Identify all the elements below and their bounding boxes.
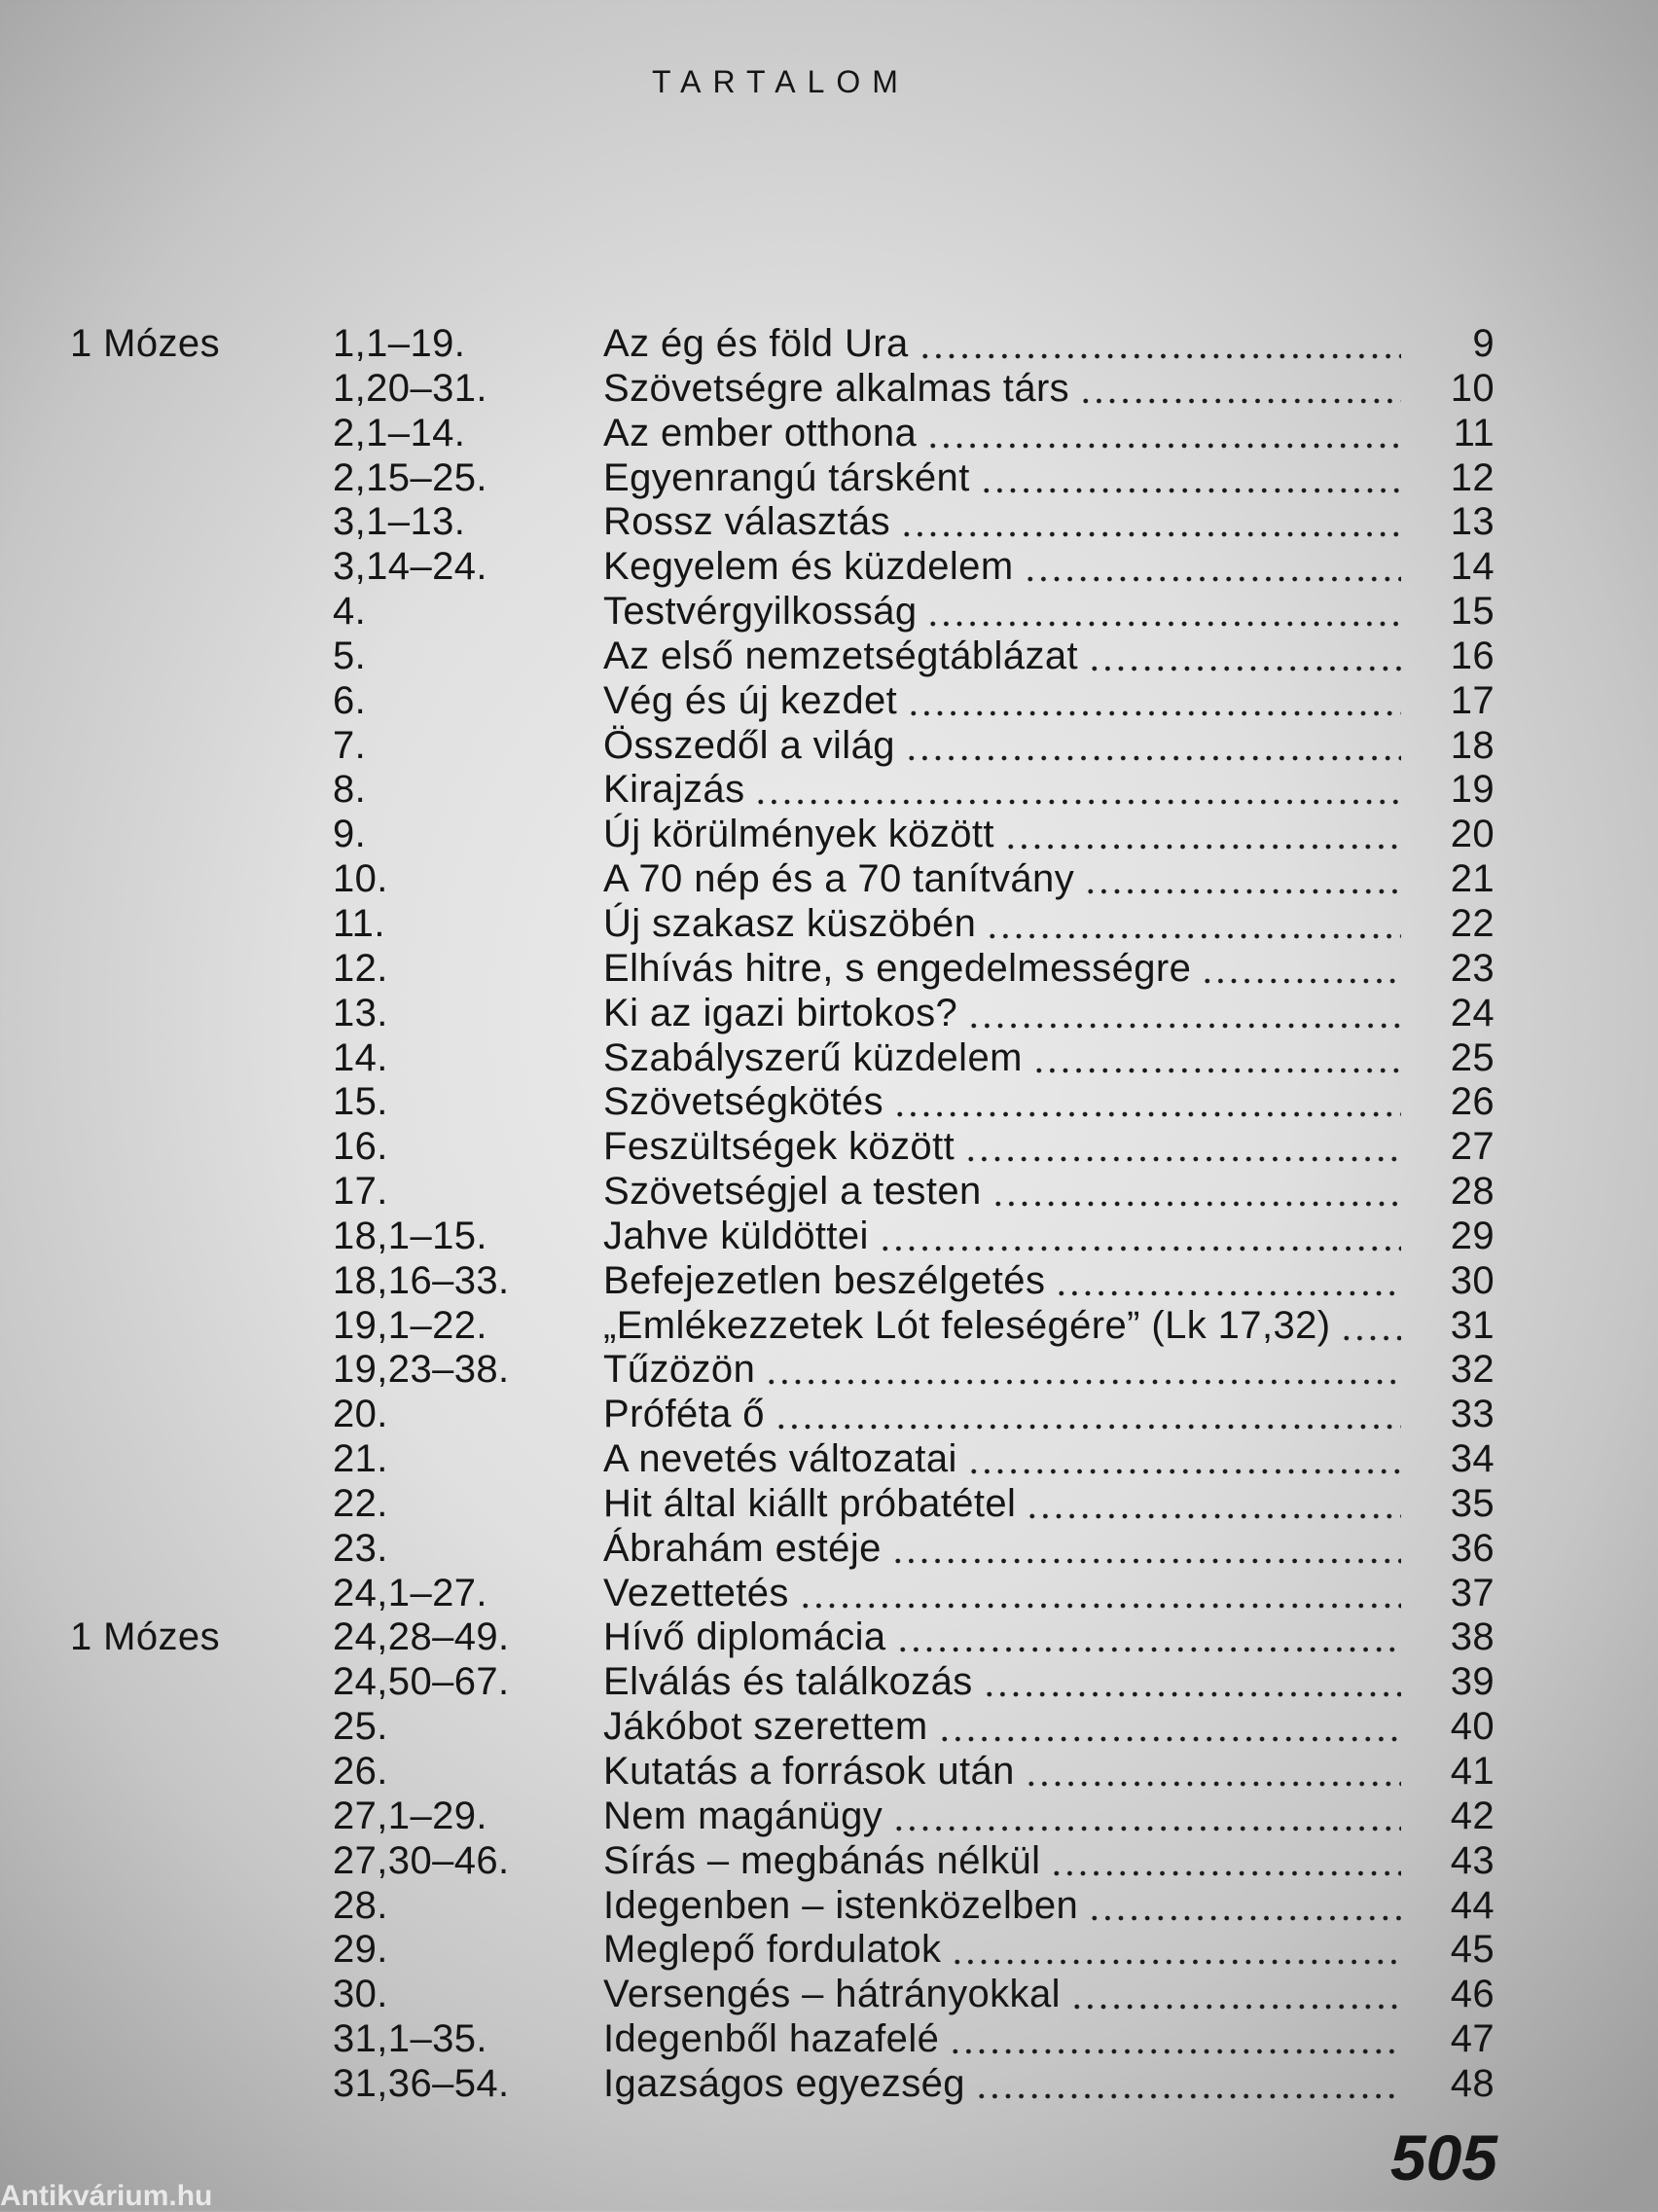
dot-leader bbox=[965, 992, 1401, 1036]
entry-page-number: 21 bbox=[1450, 857, 1495, 901]
book-name: 1 Mózes bbox=[70, 1615, 220, 1659]
entry-title: Vég és új kezdet bbox=[603, 678, 898, 722]
chapter-reference: 2,1–14. bbox=[333, 411, 466, 454]
toc-entry bbox=[70, 412, 1495, 456]
entry-title: Nem magánügy bbox=[603, 1794, 883, 1837]
book-name bbox=[70, 2017, 333, 2062]
toc-entry bbox=[70, 1125, 1495, 1170]
chapter-reference: 18,16–33. bbox=[333, 1258, 510, 1302]
toc-entry bbox=[70, 1080, 1495, 1125]
toc-entry bbox=[70, 1215, 1495, 1259]
entry-title: A nevetés változatai bbox=[603, 1437, 957, 1481]
entry-title: Egyenrangú társként bbox=[603, 455, 970, 499]
entry-title-group bbox=[603, 1215, 1407, 1259]
chapter-reference: 24,28–49. bbox=[333, 1615, 510, 1659]
entry-title-group bbox=[603, 1036, 1407, 1081]
book-name bbox=[70, 768, 333, 813]
entry-title-group bbox=[603, 1928, 1407, 1973]
chapter-reference: 8. bbox=[333, 768, 367, 812]
toc-entry bbox=[70, 590, 1495, 635]
entry-title-group bbox=[603, 635, 1407, 679]
entry-page-number: 39 bbox=[1450, 1660, 1495, 1704]
entry-page-number: 17 bbox=[1450, 678, 1495, 722]
chapter-reference: 19,1–22. bbox=[333, 1303, 487, 1347]
dot-leader bbox=[924, 412, 1401, 456]
toc-entry bbox=[70, 1973, 1495, 2017]
toc-entry bbox=[70, 1884, 1495, 1929]
dot-leader bbox=[1048, 1839, 1401, 1884]
book-name bbox=[70, 1527, 333, 1572]
watermark: Antikvárium.hu bbox=[0, 2180, 213, 2212]
chapter-reference: 15. bbox=[333, 1080, 388, 1124]
chapter-reference: 18,1–15. bbox=[333, 1214, 487, 1257]
book-name bbox=[70, 947, 333, 992]
entry-page-number: 24 bbox=[1450, 991, 1495, 1034]
entry-title: Rossz választás bbox=[603, 500, 890, 544]
entry-title-group bbox=[603, 813, 1407, 857]
entry-title: Igazságos egyezség bbox=[603, 2061, 965, 2105]
book-name bbox=[70, 902, 333, 947]
dot-leader bbox=[981, 1660, 1401, 1705]
entry-title-group bbox=[603, 1170, 1407, 1215]
chapter-reference: 7. bbox=[333, 723, 367, 767]
entry-page-number: 29 bbox=[1450, 1214, 1495, 1257]
entry-title-group bbox=[603, 1750, 1407, 1795]
book-name bbox=[70, 1080, 333, 1125]
chapter-reference: 3,14–24. bbox=[333, 545, 487, 589]
book-name bbox=[70, 1482, 333, 1527]
toc-entry bbox=[70, 1393, 1495, 1437]
entry-page-number: 26 bbox=[1450, 1080, 1495, 1124]
entry-title-group bbox=[603, 1660, 1407, 1705]
entry-page-number: 35 bbox=[1450, 1481, 1495, 1525]
dot-leader bbox=[1068, 1973, 1401, 2017]
entry-page-number: 48 bbox=[1450, 2061, 1495, 2105]
toc-entry bbox=[70, 857, 1495, 902]
dot-leader bbox=[947, 2017, 1401, 2062]
entry-title-group bbox=[603, 1884, 1407, 1929]
dot-leader bbox=[905, 679, 1401, 724]
chapter-reference: 27,1–29. bbox=[333, 1794, 487, 1837]
dot-leader bbox=[978, 456, 1401, 501]
dot-leader bbox=[1030, 1036, 1401, 1081]
entry-title: Befejezetlen beszélgetés bbox=[603, 1258, 1046, 1302]
toc-entry bbox=[70, 1795, 1495, 1839]
dot-leader bbox=[1024, 1482, 1401, 1527]
entry-page-number: 23 bbox=[1450, 946, 1495, 990]
entry-title-group bbox=[603, 322, 1407, 367]
entry-title: Jákóbot szerettem bbox=[603, 1705, 928, 1749]
toc-entry bbox=[70, 635, 1495, 679]
book-name bbox=[70, 1437, 333, 1482]
book-name bbox=[70, 1884, 333, 1929]
entry-page-number: 12 bbox=[1450, 455, 1495, 499]
book-name bbox=[70, 2062, 333, 2107]
toc-entry bbox=[70, 1750, 1495, 1795]
dot-leader bbox=[962, 1125, 1401, 1170]
chapter-reference: 31,36–54. bbox=[333, 2061, 510, 2105]
dot-leader bbox=[949, 1928, 1401, 1973]
chapter-reference: 28. bbox=[333, 1883, 388, 1927]
entry-page-number: 18 bbox=[1450, 723, 1495, 767]
dot-leader bbox=[1053, 1259, 1401, 1304]
chapter-reference: 3,1–13. bbox=[333, 500, 466, 544]
chapter-reference: 22. bbox=[333, 1481, 388, 1525]
entry-page-number: 14 bbox=[1450, 545, 1495, 589]
entry-title-group bbox=[603, 367, 1407, 412]
toc-entry bbox=[70, 545, 1495, 590]
book-name bbox=[70, 545, 333, 590]
toc-entry bbox=[70, 1259, 1495, 1304]
dot-leader bbox=[924, 590, 1401, 635]
entry-title-group bbox=[603, 1973, 1407, 2017]
page-number-footer: 505 bbox=[1389, 2121, 1497, 2194]
chapter-reference: 14. bbox=[333, 1035, 388, 1079]
book-name bbox=[70, 1705, 333, 1750]
book-name bbox=[70, 1795, 333, 1839]
toc-entry bbox=[70, 1482, 1495, 1527]
entry-title-group bbox=[603, 768, 1407, 813]
entry-title: Elhívás hitre, s engedelmességre bbox=[603, 946, 1192, 990]
dot-leader bbox=[1082, 857, 1401, 902]
book-name bbox=[70, 1572, 333, 1616]
book-name bbox=[70, 724, 333, 769]
chapter-reference: 12. bbox=[333, 946, 388, 990]
book-name bbox=[70, 500, 333, 545]
book-name bbox=[70, 1973, 333, 2017]
dot-leader bbox=[1086, 635, 1401, 679]
book-name bbox=[70, 1393, 333, 1437]
entry-title-group bbox=[603, 1259, 1407, 1304]
toc-entry bbox=[70, 500, 1495, 545]
chapter-reference: 5. bbox=[333, 634, 367, 677]
toc-entry bbox=[70, 1527, 1495, 1572]
entry-page-number: 33 bbox=[1450, 1393, 1495, 1436]
toc-entry bbox=[70, 724, 1495, 769]
entry-title-group bbox=[603, 456, 1407, 501]
entry-title: Hit által kiállt próbatétel bbox=[603, 1481, 1017, 1525]
entry-page-number: 36 bbox=[1450, 1526, 1495, 1570]
book-name bbox=[70, 367, 333, 412]
entry-title-group bbox=[603, 679, 1407, 724]
entry-page-number: 27 bbox=[1450, 1125, 1495, 1169]
toc-entry bbox=[70, 902, 1495, 947]
entry-title-group bbox=[603, 412, 1407, 456]
chapter-reference: 13. bbox=[333, 991, 388, 1034]
entry-title: „Emlékezzetek Lót feleségére” (Lk 17,32) bbox=[603, 1303, 1331, 1347]
entry-page-number: 25 bbox=[1450, 1035, 1495, 1079]
entry-title-group bbox=[603, 1572, 1407, 1616]
entry-title: Vezettetés bbox=[603, 1571, 789, 1614]
dot-leader bbox=[877, 1215, 1401, 1259]
chapter-reference: 23. bbox=[333, 1526, 388, 1570]
entry-page-number: 45 bbox=[1450, 1928, 1495, 1972]
book-name bbox=[70, 412, 333, 456]
dot-leader bbox=[990, 1170, 1401, 1215]
entry-title: Testvérgyilkosság bbox=[603, 590, 918, 634]
table-of-contents bbox=[70, 322, 1495, 2107]
chapter-reference: 24,1–27. bbox=[333, 1571, 487, 1614]
entry-title-group bbox=[603, 724, 1407, 769]
entry-page-number: 41 bbox=[1450, 1750, 1495, 1793]
entry-title-group bbox=[603, 902, 1407, 947]
entry-title: Kegyelem és küzdelem bbox=[603, 545, 1014, 589]
chapter-reference: 27,30–46. bbox=[333, 1838, 510, 1882]
entry-title-group bbox=[603, 500, 1407, 545]
entry-title-group bbox=[603, 590, 1407, 635]
toc-entry bbox=[70, 322, 1495, 367]
book-name bbox=[70, 1348, 333, 1393]
chapter-reference: 25. bbox=[333, 1705, 388, 1749]
entry-title: Összedől a világ bbox=[603, 723, 895, 767]
book-name bbox=[70, 1036, 333, 1081]
entry-title: Az első nemzetségtáblázat bbox=[603, 634, 1079, 677]
chapter-reference: 10. bbox=[333, 857, 388, 901]
toc-entry bbox=[70, 1705, 1495, 1750]
dot-leader bbox=[1022, 545, 1401, 590]
entry-title: Az ég és föld Ura bbox=[603, 322, 909, 365]
entry-page-number: 19 bbox=[1450, 768, 1495, 812]
toc-entry bbox=[70, 1304, 1495, 1349]
toc-entry bbox=[70, 2062, 1495, 2107]
book-name bbox=[70, 1170, 333, 1215]
dot-leader bbox=[936, 1705, 1401, 1750]
toc-entry bbox=[70, 1170, 1495, 1215]
entry-title: Jahve küldöttei bbox=[603, 1214, 869, 1257]
entry-title-group bbox=[603, 1125, 1407, 1170]
entry-title: Új szakasz küszöbén bbox=[603, 901, 977, 945]
entry-title-group bbox=[603, 1527, 1407, 1572]
entry-page-number: 13 bbox=[1450, 500, 1495, 544]
chapter-reference: 30. bbox=[333, 1973, 388, 2016]
chapter-reference: 4. bbox=[333, 590, 367, 634]
entry-title: Elválás és találkozás bbox=[603, 1660, 973, 1704]
entry-page-number: 15 bbox=[1450, 590, 1495, 634]
toc-entry bbox=[70, 992, 1495, 1036]
toc-entry bbox=[70, 1615, 1495, 1660]
entry-page-number: 46 bbox=[1450, 1973, 1495, 2016]
chapter-reference: 16. bbox=[333, 1125, 388, 1169]
entry-page-number: 9 bbox=[1472, 322, 1495, 365]
entry-title-group bbox=[603, 545, 1407, 590]
toc-entry bbox=[70, 1348, 1495, 1393]
chapter-reference: 29. bbox=[333, 1928, 388, 1972]
chapter-reference: 2,15–25. bbox=[333, 455, 487, 499]
entry-title: Szövetségre alkalmas társ bbox=[603, 366, 1070, 410]
entry-title: Tűzözön bbox=[603, 1348, 756, 1392]
entry-title: Kirajzás bbox=[603, 768, 745, 812]
entry-title-group bbox=[603, 1348, 1407, 1393]
entry-title-group bbox=[603, 1839, 1407, 1884]
entry-title: Az ember otthona bbox=[603, 411, 918, 454]
book-name bbox=[70, 590, 333, 635]
entry-page-number: 42 bbox=[1450, 1794, 1495, 1837]
book-name bbox=[70, 1750, 333, 1795]
entry-page-number: 22 bbox=[1450, 901, 1495, 945]
chapter-reference: 20. bbox=[333, 1393, 388, 1436]
entry-title: Versengés – hátrányokkal bbox=[603, 1973, 1061, 2016]
book-name bbox=[70, 679, 333, 724]
entry-page-number: 47 bbox=[1450, 2017, 1495, 2061]
entry-page-number: 28 bbox=[1450, 1170, 1495, 1214]
entry-page-number: 11 bbox=[1453, 411, 1495, 454]
toc-entry bbox=[70, 679, 1495, 724]
entry-title-group bbox=[603, 857, 1407, 902]
chapter-reference: 19,23–38. bbox=[333, 1348, 510, 1392]
dot-leader bbox=[1086, 1884, 1401, 1929]
book-name bbox=[70, 813, 333, 857]
entry-title: Kutatás a források után bbox=[603, 1750, 1015, 1793]
entry-title: Hívő diplomácia bbox=[603, 1615, 886, 1659]
entry-title-group bbox=[603, 1615, 1407, 1660]
toc-entry bbox=[70, 947, 1495, 992]
dot-leader bbox=[984, 902, 1401, 947]
book-name bbox=[70, 456, 333, 501]
dot-leader bbox=[1002, 813, 1401, 857]
entry-title: Szabályszerű küzdelem bbox=[603, 1035, 1023, 1079]
dot-leader bbox=[891, 1080, 1401, 1125]
chapter-reference: 11. bbox=[333, 901, 385, 945]
entry-title-group bbox=[603, 947, 1407, 992]
entry-title: Idegenben – istenközelben bbox=[603, 1883, 1079, 1927]
dot-leader bbox=[797, 1572, 1401, 1616]
entry-title: Próféta ő bbox=[603, 1393, 765, 1436]
dot-leader bbox=[752, 768, 1401, 813]
entry-page-number: 43 bbox=[1450, 1838, 1495, 1882]
entry-page-number: 10 bbox=[1450, 366, 1495, 410]
dot-leader bbox=[898, 500, 1401, 545]
entry-title: Meglepő fordulatok bbox=[603, 1928, 942, 1972]
entry-title-group bbox=[603, 2062, 1407, 2107]
book-name bbox=[70, 1259, 333, 1304]
toc-entry bbox=[70, 1036, 1495, 1081]
chapter-reference: 1,20–31. bbox=[333, 366, 487, 410]
toc-entry bbox=[70, 1437, 1495, 1482]
dot-leader bbox=[894, 1615, 1401, 1660]
book-name bbox=[70, 1125, 333, 1170]
entry-title-group bbox=[603, 1393, 1407, 1437]
entry-title-group bbox=[603, 992, 1407, 1036]
chapter-reference: 31,1–35. bbox=[333, 2017, 487, 2061]
toc-entry bbox=[70, 1839, 1495, 1884]
entry-page-number: 30 bbox=[1450, 1258, 1495, 1302]
book-name bbox=[70, 635, 333, 679]
entry-title-group bbox=[603, 1080, 1407, 1125]
entry-page-number: 37 bbox=[1450, 1571, 1495, 1614]
dot-leader bbox=[763, 1348, 1401, 1393]
entry-page-number: 20 bbox=[1450, 813, 1495, 856]
dot-leader bbox=[1338, 1304, 1401, 1349]
dot-leader bbox=[773, 1393, 1401, 1437]
page-heading: TARTALOM bbox=[652, 64, 910, 99]
chapter-reference: 6. bbox=[333, 678, 367, 722]
dot-leader bbox=[973, 2062, 1401, 2107]
toc-entry bbox=[70, 1660, 1495, 1705]
book-name: 1 Mózes bbox=[70, 322, 220, 365]
entry-title: Szövetségkötés bbox=[603, 1080, 883, 1124]
entry-title-group bbox=[603, 1482, 1407, 1527]
chapter-reference: 1,1–19. bbox=[333, 322, 466, 365]
entry-title: Új körülmények között bbox=[603, 813, 994, 856]
entry-title: Idegenből hazafelé bbox=[603, 2017, 940, 2061]
toc-entry bbox=[70, 813, 1495, 857]
entry-page-number: 44 bbox=[1450, 1883, 1495, 1927]
dot-leader bbox=[965, 1437, 1401, 1482]
book-name bbox=[70, 1304, 333, 1349]
book-name bbox=[70, 1839, 333, 1884]
dot-leader bbox=[1077, 367, 1401, 412]
entry-page-number: 34 bbox=[1450, 1437, 1495, 1481]
toc-entry bbox=[70, 2017, 1495, 2062]
chapter-reference: 21. bbox=[333, 1437, 388, 1481]
entry-page-number: 16 bbox=[1450, 634, 1495, 677]
entry-title: Szövetségjel a testen bbox=[603, 1170, 982, 1214]
dot-leader bbox=[890, 1795, 1401, 1839]
chapter-reference: 24,50–67. bbox=[333, 1660, 510, 1704]
entry-title: Feszültségek között bbox=[603, 1125, 955, 1169]
dot-leader bbox=[889, 1527, 1401, 1572]
toc-entry bbox=[70, 768, 1495, 813]
book-name bbox=[70, 992, 333, 1036]
dot-leader bbox=[903, 724, 1401, 769]
chapter-reference: 26. bbox=[333, 1750, 388, 1793]
book-name bbox=[70, 1660, 333, 1705]
entry-title: A 70 nép és a 70 tanítvány bbox=[603, 857, 1075, 901]
entry-title: Ki az igazi birtokos? bbox=[603, 991, 958, 1034]
toc-entry bbox=[70, 1928, 1495, 1973]
entry-title: Ábrahám estéje bbox=[603, 1526, 882, 1570]
toc-entry bbox=[70, 456, 1495, 501]
entry-title-group bbox=[603, 1795, 1407, 1839]
entry-page-number: 38 bbox=[1450, 1615, 1495, 1659]
toc-entry bbox=[70, 367, 1495, 412]
dot-leader bbox=[917, 322, 1401, 367]
entry-title-group bbox=[603, 1437, 1407, 1482]
book-name bbox=[70, 1215, 333, 1259]
entry-page-number: 32 bbox=[1450, 1348, 1495, 1392]
dot-leader bbox=[1199, 947, 1401, 992]
entry-title-group bbox=[603, 1304, 1407, 1349]
book-name bbox=[70, 1928, 333, 1973]
entry-page-number: 31 bbox=[1450, 1303, 1495, 1347]
entry-page-number: 40 bbox=[1450, 1705, 1495, 1749]
entry-title: Sírás – megbánás nélkül bbox=[603, 1838, 1041, 1882]
book-name bbox=[70, 857, 333, 902]
toc-entry bbox=[70, 1572, 1495, 1616]
chapter-reference: 17. bbox=[333, 1170, 388, 1214]
dot-leader bbox=[1023, 1750, 1401, 1795]
entry-title-group bbox=[603, 1705, 1407, 1750]
entry-title-group bbox=[603, 2017, 1407, 2062]
chapter-reference: 9. bbox=[333, 813, 367, 856]
